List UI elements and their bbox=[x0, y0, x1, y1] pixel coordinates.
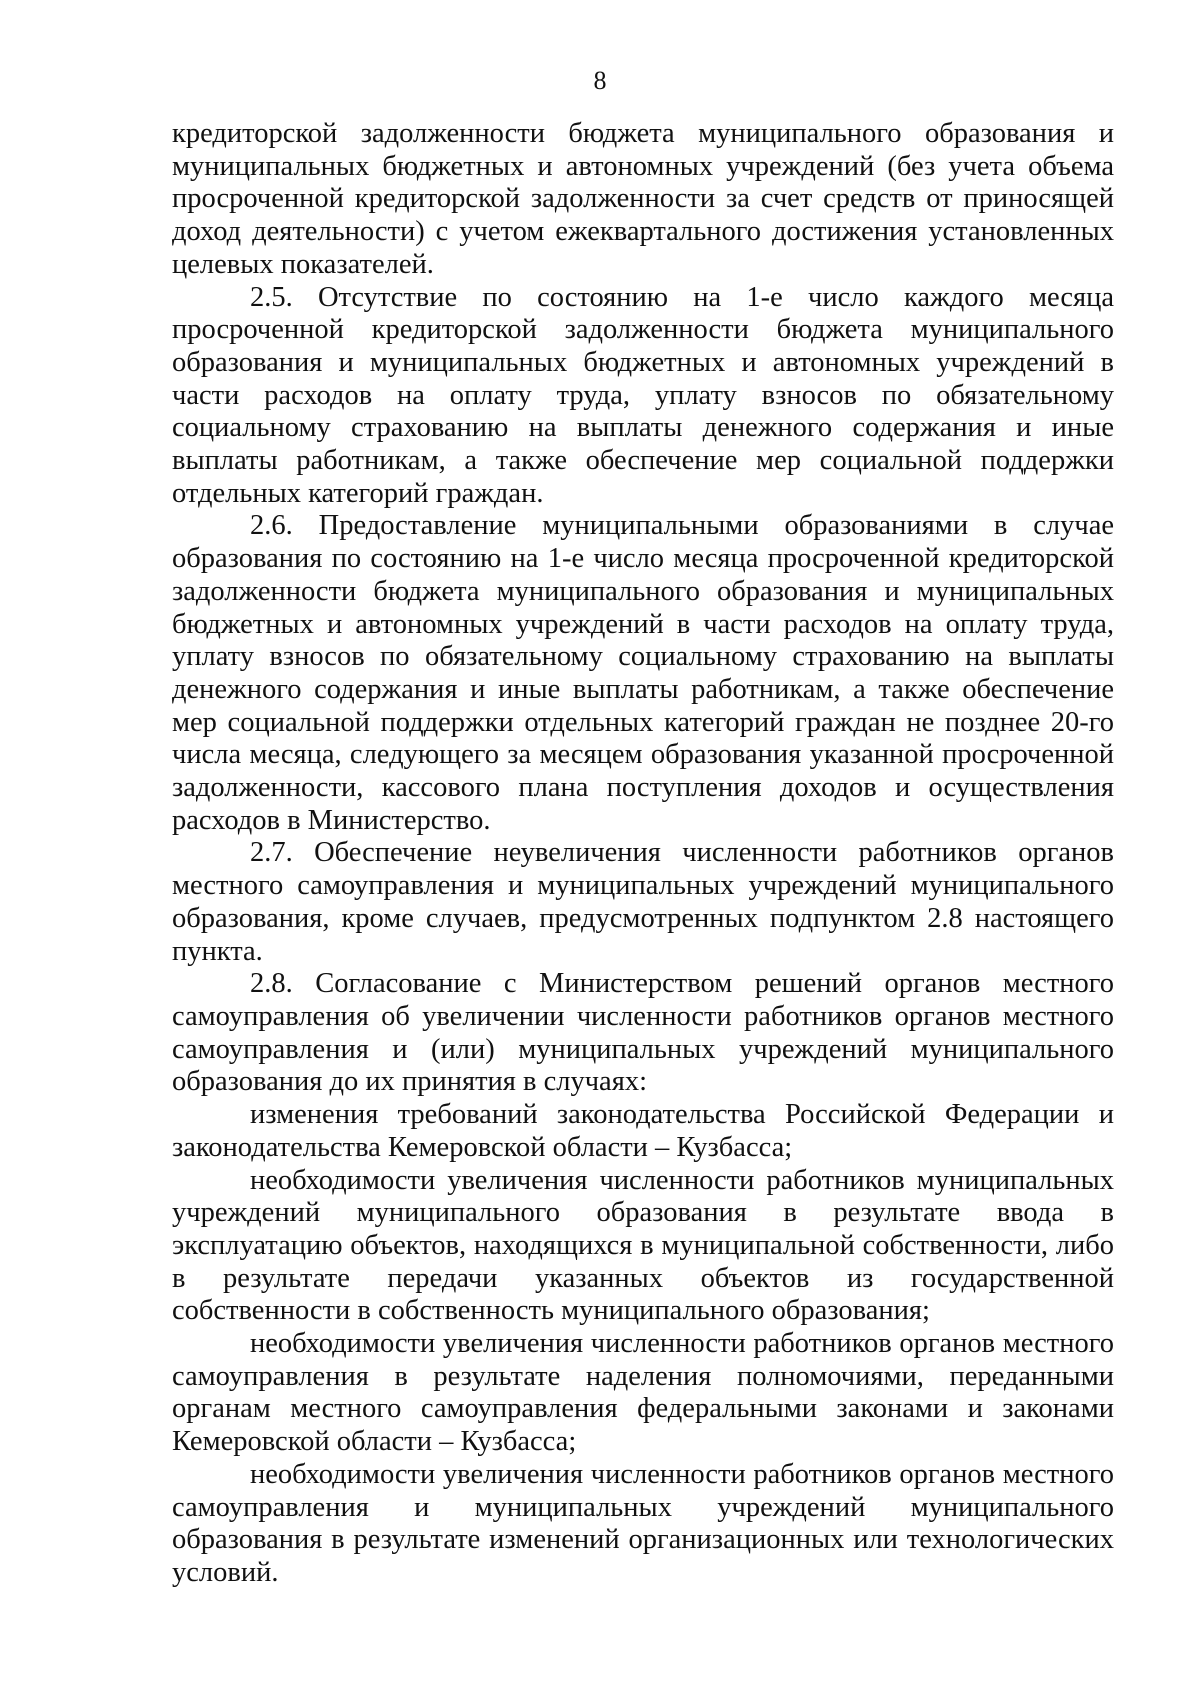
paragraph-2-6: 2.6. Предоставление муниципальными образованиями в случае образования по состоянию на 1-е число месяца просроченной кредиторской задолженности бюджета муниципального образования и муниципальных бюджетных и автономных учреждений в части расходов на оплату труда, уплату взносов по обязательному социальному страхованию на выплаты денежного содержания и иные выплаты работникам, а также обеспечение мер социальной поддержки отдельных категорий граждан не позднее 20-го числа месяца, следующего за месяцем образования указанной просроченной задолженности, кассового плана поступления доходов и осуществления расходов в Министерство. bbox=[172, 510, 1114, 836]
paragraph-2-8-case-legislation: изменения требований законодательства Российской Федерации и законодательства Кемеровской области – Кузбасса; bbox=[172, 1099, 1114, 1163]
paragraph-2-8-case-conditions: необходимости увеличения численности работников органов местного самоуправления и муниципальных учреждений муниципального образования в результате изменений организационных или технологических условий. bbox=[172, 1458, 1114, 1588]
paragraph-2-8-case-powers: необходимости увеличения численности работников органов местного самоуправления в результате наделения полномочиями, переданными органам местного самоуправления федеральными законами и законами Кемеровской области – Кузбасса; bbox=[172, 1328, 1114, 1458]
page-number: 8 bbox=[593, 66, 607, 95]
paragraph-2-5: 2.5. Отсутствие по состоянию на 1-е число каждого месяца просроченной кредиторской задолженности бюджета муниципального образования и муниципальных бюджетных и автономных учреждений в части расходов на оплату труда, уплату взносов по обязательному социальному страхованию на выплаты денежного содержания и иные выплаты работникам, а также обеспечение мер социальной поддержки отдельных категорий граждан. bbox=[172, 281, 1114, 509]
paragraph-continuation: кредиторской задолженности бюджета муниципального образования и муниципальных бюджетных и автономных учреждений (без учета объема просроченной кредиторской задолженности за счет средств от приносящей доход деятельности) с учетом ежеквартального достижения установленных целевых показателей. bbox=[172, 118, 1114, 280]
paragraph-2-8-case-property: необходимости увеличения численности работников муниципальных учреждений муниципального образования в результате ввода в эксплуатацию объектов, находящихся в муниципальной собственности, либо в результате передачи указанных объектов из государственной собственности в собственность муниципального образования; bbox=[172, 1164, 1114, 1327]
paragraph-2-7: 2.7. Обеспечение неувеличения численности работников органов местного самоуправления и муниципальных учреждений муниципального образования, кроме случаев, предусмотренных подпунктом 2.8 настоящего пункта. bbox=[172, 837, 1114, 967]
document-body bbox=[172, 118, 1114, 1590]
paragraph-2-8: 2.8. Согласование с Министерством решений органов местного самоуправления об увеличении численности работников органов местного самоуправления и (или) муниципальных учреждений муниципального образования до их принятия в случаях: bbox=[172, 968, 1114, 1098]
